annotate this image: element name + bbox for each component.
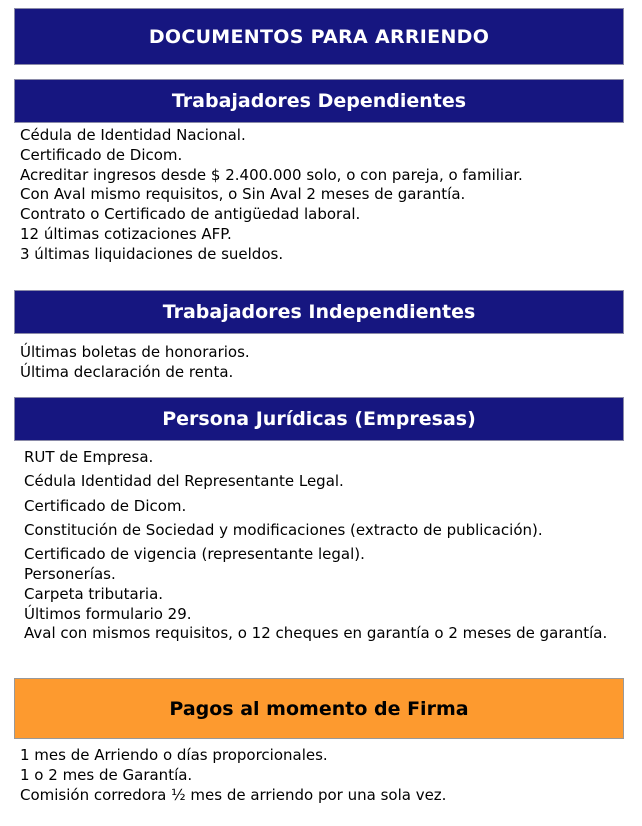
list-item: Última declaración de renta. bbox=[20, 362, 234, 381]
section-heading-independientes: Trabajadores Independientes bbox=[14, 290, 624, 334]
list-item: Cédula de Identidad Nacional. bbox=[20, 126, 246, 144]
list-item: Certificado de Dicom. bbox=[24, 496, 187, 515]
list-item: 3 últimas liquidaciones de sueldos. bbox=[20, 244, 284, 263]
pagos-list bbox=[20, 746, 630, 805]
list-item: Constitución de Sociedad y modificaciones (extracto de publicación). bbox=[24, 520, 543, 539]
list-item: Con Aval mismo requisitos, o Sin Aval 2 meses de garantía. bbox=[20, 185, 466, 204]
list-item: RUT de Empresa. bbox=[24, 448, 154, 466]
list-item: Cédula Identidad del Representante Legal. bbox=[24, 472, 344, 491]
list-item: Últimos formulario 29. bbox=[24, 604, 192, 623]
juridicas-list bbox=[24, 448, 614, 644]
list-item: 1 o 2 mes de Garantía. bbox=[20, 765, 193, 784]
list-item: Comisión corredora ½ mes de arriendo por una sola vez. bbox=[20, 785, 447, 804]
list-item: Últimas boletas de honorarios. bbox=[20, 343, 250, 361]
section-heading-juridicas: Persona Jurídicas (Empresas) bbox=[14, 397, 624, 441]
list-item: Aval con mismos requisitos, o 12 cheques en garantía o 2 meses de garantía. bbox=[24, 624, 608, 643]
list-item: Certificado de Dicom. bbox=[20, 145, 183, 164]
dependientes-list bbox=[20, 126, 630, 265]
list-item: Carpeta tributaria. bbox=[24, 584, 164, 603]
list-item: Personerías. bbox=[24, 564, 116, 583]
page-title: DOCUMENTOS PARA ARRIENDO bbox=[14, 8, 624, 65]
list-item: Certificado de vigencia (representante legal). bbox=[24, 545, 365, 564]
independientes-list bbox=[20, 343, 630, 383]
list-item: Acreditar ingresos desde $ 2.400.000 solo, o con pareja, o familiar. bbox=[20, 165, 523, 184]
section-heading-pagos: Pagos al momento de Firma bbox=[14, 678, 624, 739]
section-heading-dependientes: Trabajadores Dependientes bbox=[14, 79, 624, 123]
list-item: Contrato o Certificado de antigüedad laboral. bbox=[20, 205, 361, 224]
list-item: 1 mes de Arriendo o días proporcionales. bbox=[20, 746, 328, 764]
list-item: 12 últimas cotizaciones AFP. bbox=[20, 224, 232, 243]
